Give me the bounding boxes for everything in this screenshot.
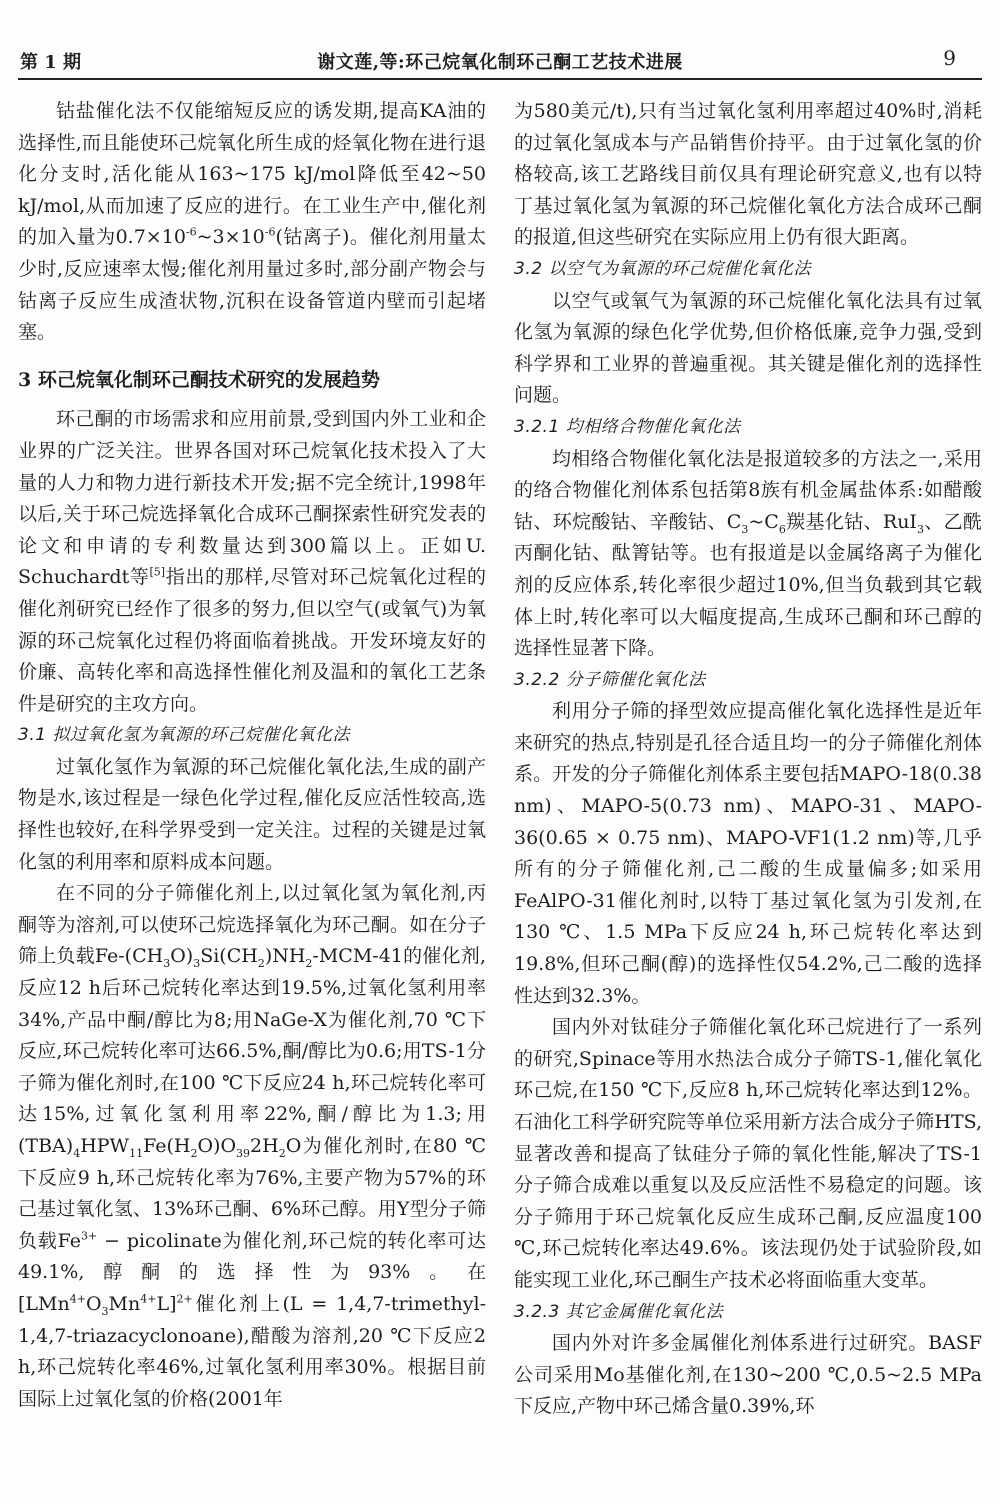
subsection-heading-3-2-3: 3.2.3 其它金属催化氧化法 <box>514 1301 724 1322</box>
paragraph: 环己酮的市场需求和应用前景,受到国内外工业和企业界的广泛关注。世界各国对环己烷氧化技术投入了大量的人力和物力进行新技术开发;据不完全统计,1998年以后,关于环己烷选择氧化合成环己酮探索性研究发表的论文和申请的专利数量达到300篇以上。正如U. Schuchardt等[5]指出的那样,尽管对环己烷氧化过程的催化剂研究已经作了很多的努力,但以空气(或氧气)为氧源的环己烷氧化过程仍将面临着挑战。开发环境友好的价廉、高转化率和高选择性催化剂及温和的氧化工艺条件是研究的主攻方向。 <box>18 408 486 715</box>
subsection-heading-3-1: 3.1 拟过氧化氢为氧源的环己烷催化氧化法 <box>18 725 350 746</box>
paragraph: 在不同的分子筛催化剂上,以过氧化氢为氧化剂,丙酮等为溶剂,可以使环己烷选择氧化为环己酮。如在分子筛上负载$Fe-(CH_3O)_3Si(CH_2)NH_2-MCM-41$的催化剂,反应12 h后环己烷转化率达到19.5%,过氧化氢利用率34%,产品中酮/醇比为8;用NaGe-X为催化剂,70 ℃下反应,环己烷转化率可达66.5%,酮/醇比为0.6;用TS-1分子筛为催化剂时,在100 ℃下反应24 h,环己烷转化率可达15%,过氧化氢利用率22%,酮/醇比为1.3;用$(TBA)_4HPW_{11}Fe(H_2O)O_{39}2H_2O$为催化剂时,在80 ℃下反应9 h,环己烷转化率为76%,主要产物为57%的环己基过氧化氢、13%环己酮、6%环己醇。用Y型分子筛负载$Fe^{3+}$ − picolinate为催化剂,环己烷的转化率可达49.1%,醇酮的选择性为93%。在$[LMn^{4+}O_3Mn^{4+}L]^{2+}$催化剂上(L = 1,4,7-trimethyl-1,4,7-triazacyclonoane),醋酸为溶剂,20 ℃下反应2 h,环己烷转化率46%,过氧化氢利用率30%。根据目前国际上过氧化氢的价格(2001年 <box>18 882 486 1410</box>
page-number: 9 <box>943 46 956 70</box>
paragraph: 国内外对钛硅分子筛催化氧化环己烷进行了一系列的研究,Spinace等用水热法合成分子筛TS-1,催化氧化环己烷,在150 ℃下,反应8 h,环己烷转化率达到12%。石油化工科学研究院等单位采用新方法合成分子筛HTS,显著改善和提高了钛硅分子筛的氧化性能,解决了TS-1分子筛合成难以重复以及反应活性不易稳定的问题。该分子筛用于环己烷氧化反应生成环己酮,反应温度100 ℃,环己烷转化率达49.6%。该法现仍处于试验阶段,如能实现工业化,环己酮生产技术必将面临重大变革。 <box>514 1016 982 1291</box>
subsection-heading-3-2: 3.2 以空气为氧源的环己烷催化氧化法 <box>514 258 811 279</box>
section-heading-3: 3 环己烷氧化制环己酮技术研究的发展趋势 <box>18 368 380 391</box>
subsection-heading-3-2-2: 3.2.2 分子筛催化氧化法 <box>514 669 706 690</box>
paragraph: 钴盐催化法不仅能缩短反应的诱发期,提高KA油的选择性,而且能使环己烷氧化所生成的烃氧化物在进行退化分支时,活化能从163~175 kJ/mol降低至42~50 kJ/mol,从而加速了反应的进行。在工业生产中,催化剂的加入量为$0.7\times 10^{-6}\sim 3\times 10^{-6}$(钴离子)。催化剂用量太少时,反应速率太慢;催化剂用量过多时,部分副产物会与钴离子反应生成渣状物,沉积在设备管道内壁而引起堵塞。 <box>18 100 486 344</box>
paragraph: 国内外对许多金属催化剂体系进行过研究。BASF公司采用Mo基催化剂,在130~200 ℃,0.5~2.5 MPa下反应,产物中环己烯含量0.39%,环 <box>514 1332 982 1418</box>
paragraph: 利用分子筛的择型效应提高催化氧化选择性是近年来研究的热点,特别是孔径合适且均一的分子筛催化剂体系。开发的分子筛催化剂体系主要包括MAPO-18(0.38 nm)、MAPO-5(0.73 nm)、MAPO-31、MAPO-36(0.65 × 0.75 nm)、MAPO-VF1(1.2 nm)等,几乎所有的分子筛催化剂,己二酸的生成量偏多;如采用FeAlPO-31催化剂时,以特丁基过氧化氢为引发剂,在130 ℃、1.5 MPa下反应24 h,环己烷转化率达到19.8%,但环己酮(醇)的选择性仅54.2%,己二酸的选择性达到32.3%。 <box>514 700 982 1007</box>
subsection-heading-3-2-1: 3.2.1 均相络合物催化氧化法 <box>514 416 741 437</box>
citation-ref: [5] <box>149 565 166 579</box>
paragraph: 以空气或氧气为氧源的环己烷催化氧化法具有过氧化氢为氧源的绿色化学优势,但价格低廉,竞争力强,受到科学界和工业界的普遍重视。其关键是催化剂的选择性问题。 <box>514 289 982 407</box>
paragraph: 为580美元/t),只有当过氧化氢利用率超过40%时,消耗的过氧化氢成本与产品销售价持平。由于过氧化氢的价格较高,该工艺路线目前仅具有理论研究意义,也有以特丁基过氧化氢为氧源的环己烷催化氧化方法合成环己酮的报道,但这些研究在实际应用上仍有很大距离。 <box>514 100 982 249</box>
running-header <box>18 44 982 80</box>
left-column <box>18 96 486 1415</box>
right-column <box>514 96 982 1423</box>
paragraph: 过氧化氢作为氧源的环己烷催化氧化法,生成的副产物是水,该过程是一绿色化学过程,催化反应活性较高,选择性也较好,在科学界受到一定关注。过程的关键是过氧化氢的利用率和原料成本问题。 <box>18 755 486 873</box>
issue-label: 第 1 期 <box>20 52 82 73</box>
paragraph: 均相络合物催化氧化法是报道较多的方法之一,采用的络合物催化剂体系包括第8族有机金属盐体系:如醋酸钴、环烷酸钴、辛酸钴、$C_3\sim C_6$羰基化钴、RuI$_3$、乙酰丙酮化钴、酞箐钴等。也有报道是以金属络离子为催化剂的反应体系,转化率很少超过10%,但当负载到其它载体上时,转化率可以大幅度提高,生成环己酮和环己醇的选择性显著下降。 <box>514 447 982 660</box>
running-title: 谢文莲,等:环己烷氧化制环己酮工艺技术进展 <box>317 52 683 73</box>
